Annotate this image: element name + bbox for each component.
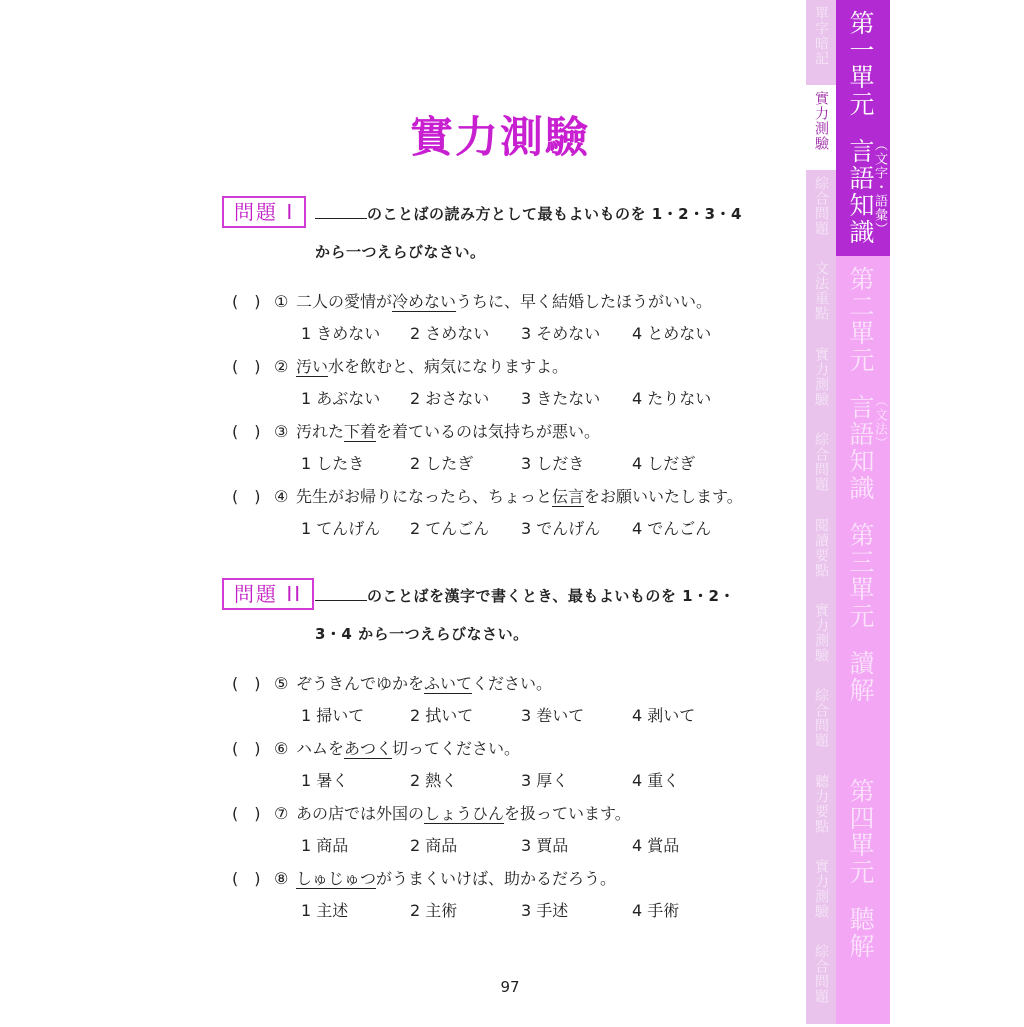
question-number: ④: [274, 487, 289, 506]
answer-option[interactable]: 2 商品: [410, 836, 458, 855]
blank-line: [315, 204, 367, 219]
underlined-word: 下着: [344, 422, 377, 441]
underlined-word: しゅじゅつ: [296, 869, 377, 888]
mondai-2-instruction-line1: [315, 585, 735, 606]
unit-subject: 言語知識: [846, 138, 875, 246]
underlined-word: 冷めない: [392, 292, 457, 311]
subtab-10[interactable]: [806, 768, 836, 855]
subtab-label: 文法重點: [813, 261, 829, 321]
unit-note: （文字・語彙）: [872, 138, 887, 236]
subtab-1[interactable]: [806, 0, 836, 87]
answer-option[interactable]: 4 でんごん: [632, 519, 712, 538]
underlined-word: しょうひん: [424, 804, 505, 823]
answer-option[interactable]: 3 賈品: [521, 836, 569, 855]
answer-option[interactable]: 4 重く: [632, 771, 680, 790]
question-1: [232, 671, 552, 694]
subtab-3[interactable]: [806, 170, 836, 257]
answer-parentheses[interactable]: ( ): [232, 422, 261, 441]
instruction-text: のことばの読み方として最もよいものを 1・2・3・4: [367, 205, 742, 223]
question-4: [232, 484, 743, 507]
question-text: を扱っています。: [504, 804, 631, 823]
subtab-label: 綜合問題: [813, 432, 829, 492]
answer-parentheses[interactable]: ( ): [232, 487, 261, 506]
question-text: うちに、早く結婚したほうがいい。: [456, 292, 713, 311]
answer-option[interactable]: 4 手術: [632, 901, 680, 920]
unit-title: 第四單元: [846, 778, 875, 886]
question-number: ⑤: [274, 674, 289, 693]
subtab-7[interactable]: [806, 512, 836, 599]
unit-subject: 言語知識: [846, 394, 875, 502]
subtab-6[interactable]: [806, 426, 836, 514]
question-1: [232, 289, 712, 312]
unit-tab-3[interactable]: [836, 512, 890, 771]
answer-option[interactable]: 3 手述: [521, 901, 569, 920]
subtab-9[interactable]: [806, 682, 836, 770]
answer-option[interactable]: 4 しだぎ: [632, 454, 696, 473]
question-text: がうまくいけば、助かるだろう。: [376, 869, 617, 888]
unit-subject: 讀解: [846, 650, 875, 704]
answer-option[interactable]: 4 賞品: [632, 836, 680, 855]
answer-option[interactable]: 3 でんげん: [521, 519, 601, 538]
question-3: [232, 801, 631, 824]
answer-option[interactable]: 1 きめない: [301, 324, 381, 343]
answer-option[interactable]: 1 てんげん: [301, 519, 381, 538]
subtab-2[interactable]: [806, 85, 836, 172]
answer-option[interactable]: 2 拭いて: [410, 706, 474, 725]
subtab-12[interactable]: [806, 938, 836, 1026]
answer-option[interactable]: 2 おさない: [410, 389, 490, 408]
question-number: ①: [274, 292, 289, 311]
instruction-text: のことばを漢字で書くとき、最もよいものを 1・2・: [367, 587, 735, 605]
side-index-tabs: [806, 0, 1024, 1024]
question-text: ぞうきんでゆかを: [296, 674, 425, 693]
answer-option[interactable]: 4 剥いて: [632, 706, 696, 725]
answer-option[interactable]: 4 たりない: [632, 389, 712, 408]
mondai-1-instruction-line2: から一つえらびなさい。: [315, 243, 486, 261]
mondai-2-instruction-line2: 3・4 から一つえらびなさい。: [315, 625, 529, 643]
subtab-label: 實力測驗: [813, 603, 829, 663]
question-number: ②: [274, 357, 289, 376]
question-text: をお願いいたします。: [584, 487, 743, 506]
subtab-label: 實力測驗: [813, 347, 829, 407]
question-text: 汚れた: [296, 422, 345, 441]
question-number: ⑦: [274, 804, 289, 823]
subtab-label: 聽力要點: [813, 774, 829, 834]
unit-tab-4[interactable]: [836, 768, 890, 1027]
subtab-label: 綜合問題: [813, 176, 829, 236]
unit-title: 第二單元: [846, 266, 875, 374]
answer-parentheses[interactable]: ( ): [232, 292, 261, 311]
question-2: [232, 736, 520, 759]
answer-option[interactable]: 1 主述: [301, 901, 349, 920]
subtab-label: 綜合問題: [813, 688, 829, 748]
mondai-1-instruction-line1: [315, 203, 742, 224]
subtab-11[interactable]: [806, 853, 836, 940]
question-text: 水を飲むと、病気になりますよ。: [328, 357, 569, 376]
underlined-word: あつく: [344, 739, 393, 758]
answer-parentheses[interactable]: ( ): [232, 739, 261, 758]
mondai-2-tag: 問題 II: [222, 578, 314, 610]
subtab-label: 綜合問題: [813, 944, 829, 1004]
question-text: ハムを: [296, 739, 345, 758]
answer-option[interactable]: 3 きたない: [521, 389, 601, 408]
unit-title: 第三單元: [846, 522, 875, 630]
subtab-label: 實力測驗: [813, 91, 829, 151]
answer-parentheses[interactable]: ( ): [232, 674, 261, 693]
answer-option[interactable]: 3 巻いて: [521, 706, 585, 725]
unit-tab-2[interactable]: [836, 256, 890, 515]
subtab-8[interactable]: [806, 597, 836, 684]
answer-option[interactable]: 2 熱く: [410, 771, 458, 790]
underlined-word: 伝言: [552, 487, 585, 506]
question-text: 切ってください。: [392, 739, 521, 758]
answer-option[interactable]: 1 商品: [301, 836, 349, 855]
answer-option[interactable]: 1 したき: [301, 454, 365, 473]
page-number: 97: [500, 978, 520, 996]
answer-option[interactable]: 2 さめない: [410, 324, 490, 343]
question-text: ください。: [472, 674, 553, 693]
underlined-word: ふいて: [424, 674, 473, 693]
subtab-label: 單字暗記: [813, 6, 829, 66]
question-text: 先生がお帰りになったら、ちょっと: [296, 487, 553, 506]
question-3: [232, 419, 600, 442]
unit-subject: 聽解: [846, 906, 875, 960]
question-text: あの店では外国の: [296, 804, 425, 823]
answer-option[interactable]: 1 暑く: [301, 771, 349, 790]
answer-option[interactable]: 3 厚く: [521, 771, 569, 790]
unit-title: 第一單元: [846, 10, 875, 118]
question-2: [232, 354, 568, 377]
answer-option[interactable]: 3 そめない: [521, 324, 601, 343]
subtab-label: 實力測驗: [813, 859, 829, 919]
mondai-1-tag: 問題 I: [222, 196, 306, 228]
answer-option[interactable]: 2 したぎ: [410, 454, 474, 473]
answer-option[interactable]: 2 てんごん: [410, 519, 490, 538]
answer-option[interactable]: 1 掃いて: [301, 706, 365, 725]
answer-option[interactable]: 3 しだき: [521, 454, 585, 473]
question-text: 二人の愛情が: [296, 292, 393, 311]
unit-note: （文法）: [872, 394, 887, 450]
subtab-5[interactable]: [806, 341, 836, 428]
unit-tab-1[interactable]: [836, 0, 890, 259]
page-title: 實力測驗: [410, 113, 590, 163]
answer-option[interactable]: 1 あぶない: [301, 389, 381, 408]
question-4: [232, 866, 616, 889]
answer-parentheses[interactable]: ( ): [232, 804, 261, 823]
underlined-word: 汚い: [296, 357, 329, 376]
question-number: ⑧: [274, 869, 289, 888]
answer-parentheses[interactable]: ( ): [232, 869, 261, 888]
question-number: ③: [274, 422, 289, 441]
question-number: ⑥: [274, 739, 289, 758]
question-text: を着ているのは気持ちが悪い。: [376, 422, 601, 441]
subtab-4[interactable]: [806, 255, 836, 343]
answer-option[interactable]: 2 主術: [410, 901, 458, 920]
answer-parentheses[interactable]: ( ): [232, 357, 261, 376]
blank-line: [315, 586, 367, 601]
answer-option[interactable]: 4 とめない: [632, 324, 712, 343]
subtab-label: 閱讀要點: [813, 518, 829, 578]
